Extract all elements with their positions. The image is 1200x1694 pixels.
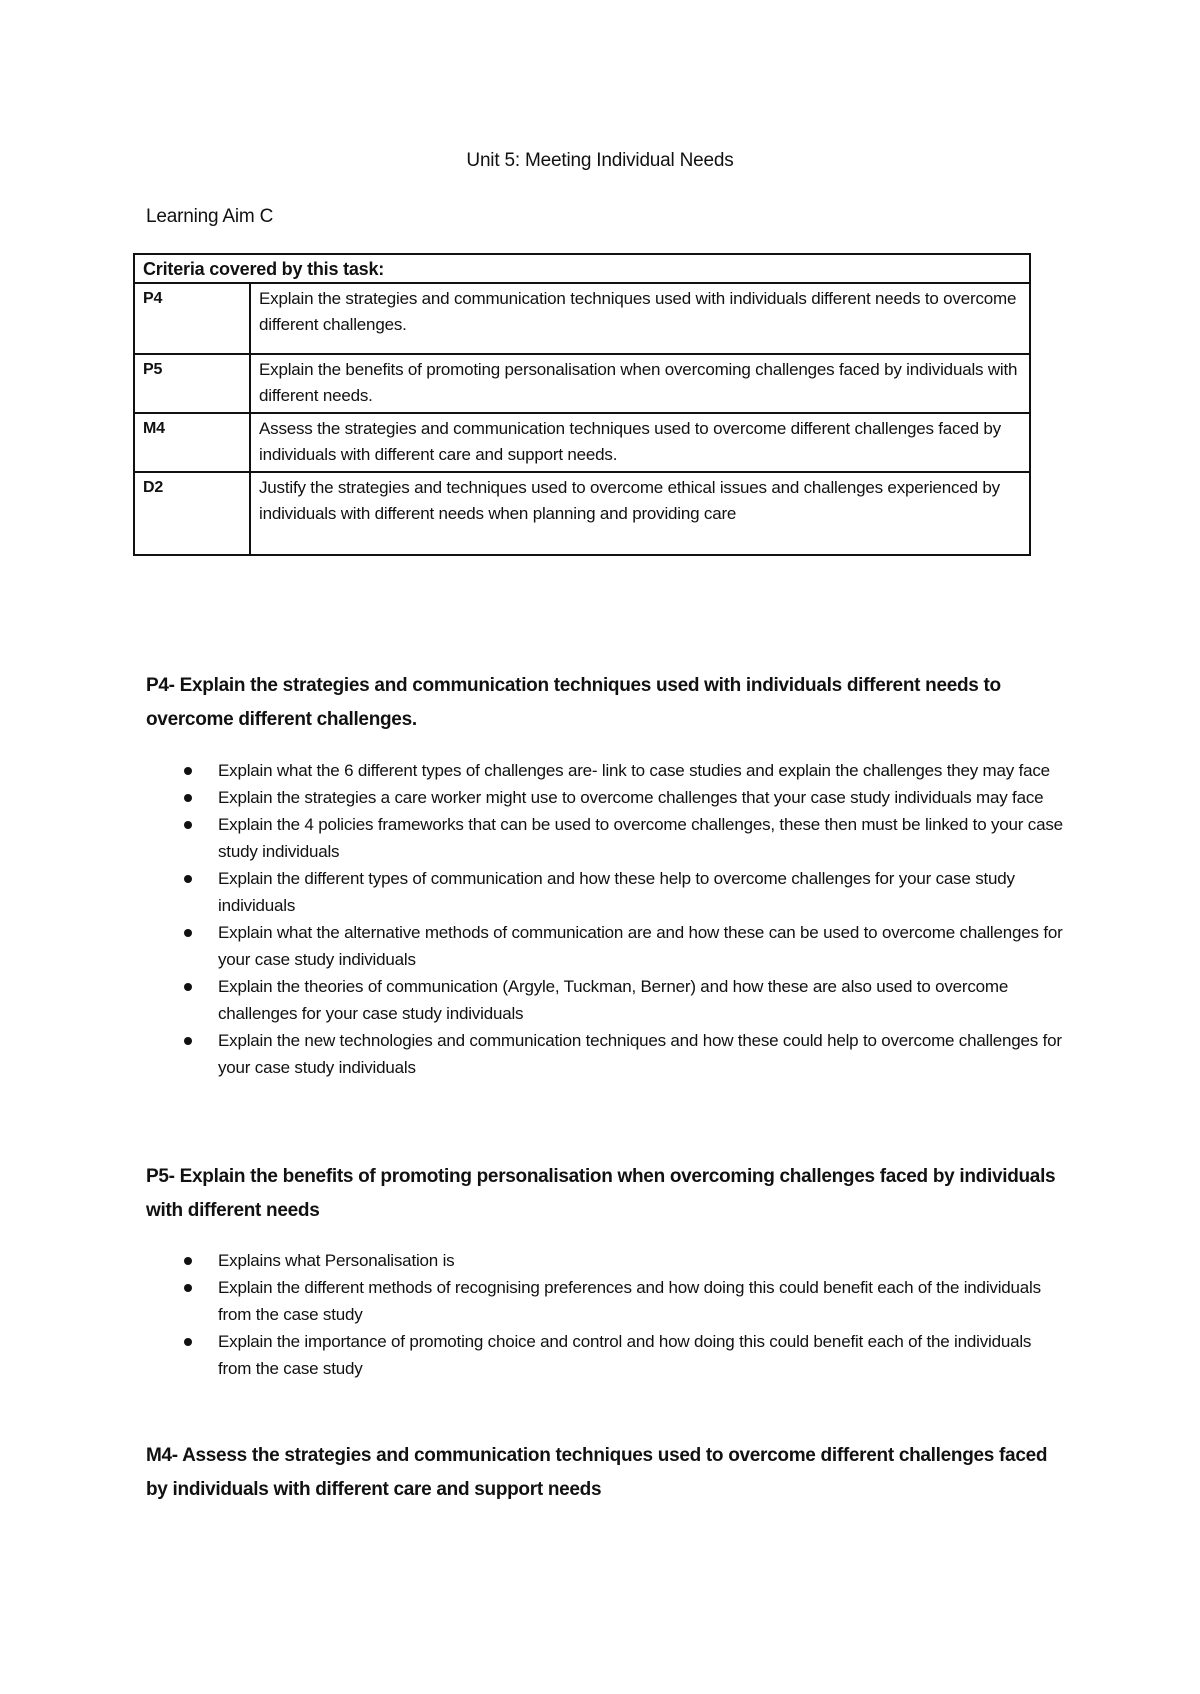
list-item-text: Explain what the alternative methods of communication are and how these can be used to overcome challenges for your case study individuals (218, 923, 1063, 969)
criteria-code: P4 (134, 283, 250, 354)
list-item-text: Explain the new technologies and communication techniques and how these could help to overcome challenges for your case study individuals (218, 1031, 1062, 1077)
list-item (146, 757, 1066, 784)
list-item-text: Explain what the 6 different types of challenges are- link to case studies and explain the challenges they may face (218, 761, 1050, 780)
criteria-row (134, 413, 1030, 472)
list-item (146, 1247, 1066, 1274)
criteria-description: Explain the strategies and communication techniques used with individuals different needs to overcome different challenges. (250, 283, 1030, 354)
criteria-code: P5 (134, 354, 250, 413)
bullet-icon (184, 929, 192, 937)
list-item (146, 784, 1066, 811)
criteria-code: D2 (134, 472, 250, 555)
list-item-text: Explains what Personalisation is (218, 1251, 455, 1270)
bullet-icon (184, 983, 192, 991)
criteria-table-header: Criteria covered by this task: (134, 254, 1030, 283)
criteria-row (134, 283, 1030, 354)
list-item-text: Explain the different methods of recognising preferences and how doing this could benefit each of the individuals from the case study (218, 1278, 1041, 1324)
list-item (146, 1027, 1066, 1081)
section-heading-p4: P4- Explain the strategies and communication techniques used with individuals different needs to overcome different challenges. (146, 675, 1001, 730)
bullet-icon (184, 1037, 192, 1045)
criteria-row (134, 472, 1030, 555)
list-item (146, 1328, 1066, 1382)
bullet-icon (184, 1284, 192, 1292)
bullet-icon (184, 821, 192, 829)
document-title: Unit 5: Meeting Individual Needs (466, 150, 734, 171)
criteria-code: M4 (134, 413, 250, 472)
list-item-text: Explain the importance of promoting choice and control and how doing this could benefit each of the individuals from the case study (218, 1332, 1032, 1378)
criteria-description: Justify the strategies and techniques used to overcome ethical issues and challenges experienced by individuals with different needs when planning and providing care (250, 472, 1030, 555)
p5-task-list (146, 1247, 1066, 1382)
list-item-text: Explain the strategies a care worker might use to overcome challenges that your case study individuals may face (218, 788, 1044, 807)
criteria-description: Explain the benefits of promoting personalisation when overcoming challenges faced by individuals with different needs. (250, 354, 1030, 413)
criteria-table-header-row (134, 254, 1030, 283)
list-item-text: Explain the 4 policies frameworks that can be used to overcome challenges, these then must be linked to your case study individuals (218, 815, 1063, 861)
list-item (146, 811, 1066, 865)
section-heading-m4: M4- Assess the strategies and communication techniques used to overcome different challenges faced by individuals with different care and support needs (146, 1445, 1048, 1500)
section-heading-p5: P5- Explain the benefits of promoting personalisation when overcoming challenges faced by individuals with different needs (146, 1166, 1056, 1221)
bullet-icon (184, 1257, 192, 1265)
list-item (146, 865, 1066, 919)
criteria-description: Assess the strategies and communication techniques used to overcome different challenges faced by individuals with different care and support needs. (250, 413, 1030, 472)
criteria-table (133, 253, 1031, 556)
criteria-row (134, 354, 1030, 413)
learning-aim-label: Learning Aim C (146, 206, 274, 227)
bullet-icon (184, 767, 192, 775)
list-item (146, 919, 1066, 973)
list-item (146, 1274, 1066, 1328)
bullet-icon (184, 794, 192, 802)
list-item (146, 973, 1066, 1027)
bullet-icon (184, 1338, 192, 1346)
list-item-text: Explain the different types of communication and how these help to overcome challenges for your case study individuals (218, 869, 1015, 915)
p4-task-list (146, 757, 1066, 1081)
list-item-text: Explain the theories of communication (Argyle, Tuckman, Berner) and how these are also used to overcome challenges for your case study individuals (218, 977, 1009, 1023)
bullet-icon (184, 875, 192, 883)
